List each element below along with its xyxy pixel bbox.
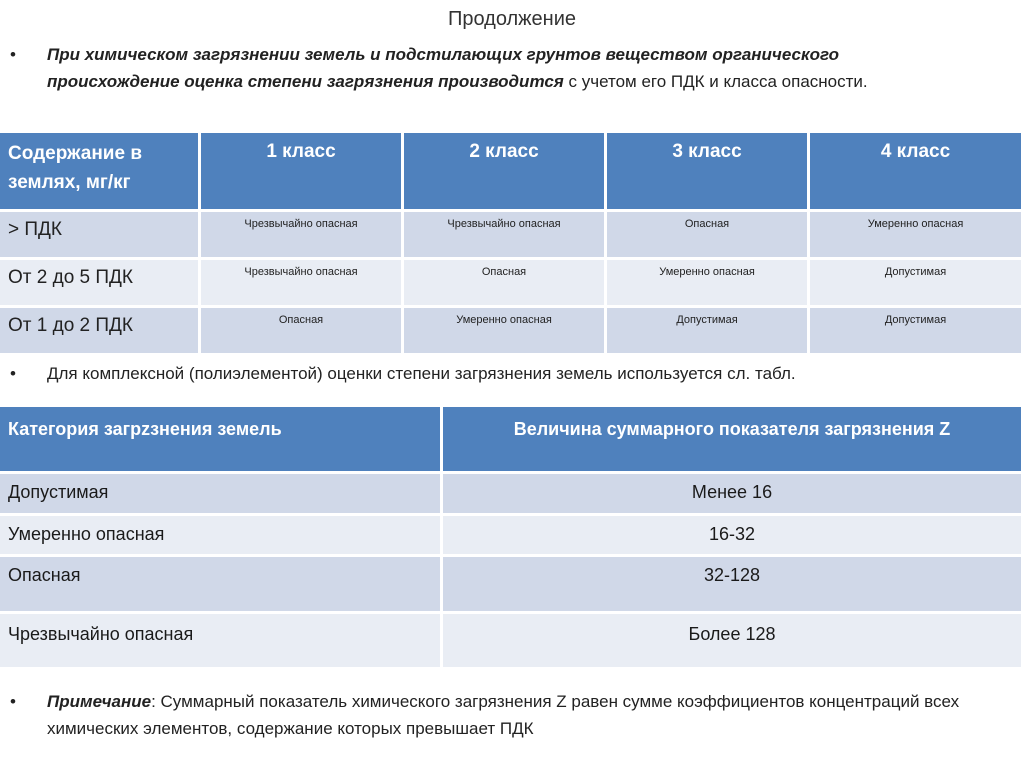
value-cell: 16-32	[443, 516, 1021, 554]
row-label: > ПДК	[0, 212, 198, 257]
table-cell: Допустимая	[607, 308, 807, 353]
value-cell: 32-128	[443, 557, 1021, 611]
remark-body: : Суммарный показатель химического загрязнения Z равен сумме коэффициентов концентраций всех химических элементов, содержание которых превышает ПДК	[47, 692, 960, 738]
header-class-1: 1 класс	[201, 133, 401, 209]
table-cell: Чрезвычайно опасная	[404, 212, 604, 257]
remark-label: Примечание	[47, 692, 152, 711]
slide-title: Продолжение	[447, 8, 577, 30]
table-cell: Умеренно опасная	[810, 212, 1021, 257]
z-index-table	[0, 404, 1024, 670]
bullet-icon: •	[10, 692, 16, 711]
category-cell: Опасная	[0, 557, 440, 611]
table-row	[0, 614, 1021, 667]
complex-note-text: Для комплексной (полиэлементой) оценки степени загрязнения земель используется сл. табл.	[47, 364, 796, 383]
table-row	[0, 474, 1021, 513]
table-cell: Опасная	[404, 260, 604, 305]
intro-normal: с учетом его ПДК и класса опасности.	[563, 72, 868, 91]
table-cell: Умеренно опасная	[607, 260, 807, 305]
row-label: От 1 до 2 ПДК	[0, 308, 198, 353]
intro-text	[47, 41, 970, 95]
table-row	[0, 212, 1021, 257]
table-row	[0, 557, 1021, 611]
header-class-3: 3 класс	[607, 133, 807, 209]
row-label: От 2 до 5 ПДК	[0, 260, 198, 305]
header-class-2: 2 класс	[404, 133, 604, 209]
complex-bullet	[10, 360, 1010, 387]
class-hazard-table	[0, 130, 1024, 356]
table-cell: Опасная	[201, 308, 401, 353]
table-cell: Умеренно опасная	[404, 308, 604, 353]
header-category: Категория загрzзнения земель	[0, 407, 440, 471]
table-row	[0, 260, 1021, 305]
category-cell: Чрезвычайно опасная	[0, 614, 440, 667]
header-z-value: Величина суммарного показателя загрязнения Z	[443, 407, 1021, 471]
table-cell: Чрезвычайно опасная	[201, 212, 401, 257]
table-cell: Чрезвычайно опасная	[201, 260, 401, 305]
table-header-row	[0, 407, 1021, 471]
table-row	[0, 516, 1021, 554]
table-header-row	[0, 133, 1021, 209]
value-cell: Менее 16	[443, 474, 1021, 513]
table-row	[0, 308, 1021, 353]
intro-bullet	[10, 41, 970, 95]
bullet-icon: •	[10, 45, 16, 64]
category-cell: Умеренно опасная	[0, 516, 440, 554]
remark-bullet	[10, 688, 1010, 742]
table-cell: Допустимая	[810, 260, 1021, 305]
table-cell: Допустимая	[810, 308, 1021, 353]
value-cell: Более 128	[443, 614, 1021, 667]
intro-italic: При химическом загрязнении земель и подстилающих грунтов веществом органического происхождение оценка степени загрязнения производится	[47, 45, 839, 91]
header-class-4: 4 класс	[810, 133, 1021, 209]
bullet-icon: •	[10, 364, 16, 383]
table-cell: Опасная	[607, 212, 807, 257]
remark-text	[47, 688, 1010, 742]
header-content: Содержание в землях, мг/кг	[0, 133, 198, 209]
category-cell: Допустимая	[0, 474, 440, 513]
